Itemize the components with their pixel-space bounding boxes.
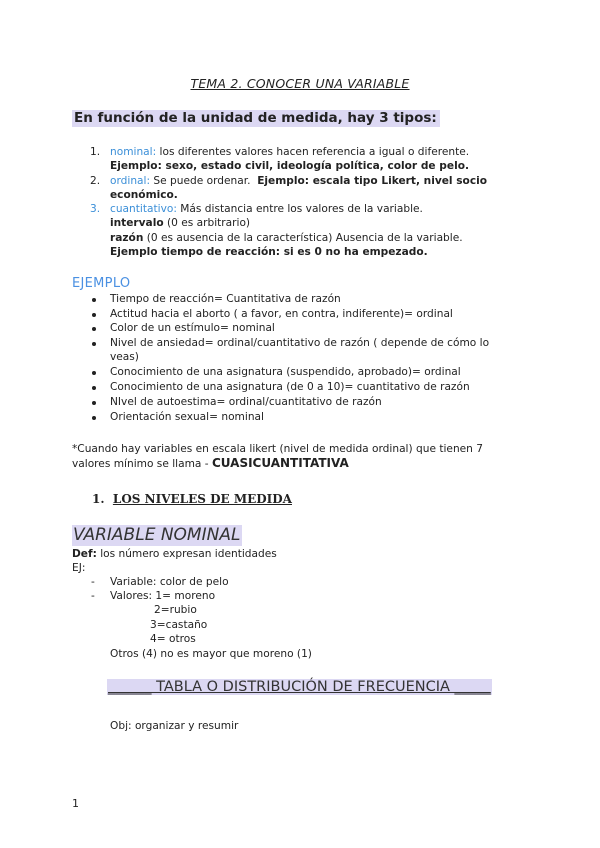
razon-example: Ejemplo tiempo de reacción: si es 0 no ha empezado.: [110, 246, 428, 258]
type-name: nominal:: [110, 146, 157, 158]
note-line-2: [72, 456, 349, 471]
type-example: Ejemplo: sexo, estado civil, ideología política, color de pelo.: [110, 160, 470, 172]
razon-line: [110, 231, 463, 245]
value-item: 3=castaño: [150, 619, 208, 631]
objective-text: Obj: organizar y resumir: [110, 720, 239, 732]
list-item-cont: veas): [110, 351, 139, 363]
list-item: Nivel de ansiedad= ordinal/cuantitativo de razón ( depende de cómo lo: [110, 337, 490, 349]
type-example: Ejemplo: escala tipo Likert, nivel socio: [257, 175, 488, 187]
section-1-heading: [92, 492, 292, 506]
list-number: 1.: [90, 146, 101, 158]
razon-label: razón: [110, 232, 144, 244]
list-item: NIvel de autoestima= ordinal/cuantitativo de razón: [110, 396, 382, 408]
value-item: 4= otros: [150, 633, 196, 645]
variable-nominal-heading: VARIABLE NOMINAL: [73, 525, 241, 545]
bullet-icon: [92, 401, 96, 405]
bullet-icon: [92, 386, 96, 390]
list-item: Tiempo de reacción= Cuantitativa de razón: [110, 293, 341, 305]
type-desc: Más distancia entre los valores de la variable.: [176, 203, 423, 215]
list-item: Valores: 1= moreno: [110, 590, 216, 602]
list-item: Actitud hacia el aborto ( a favor, en contra, indiferente)= ordinal: [110, 308, 453, 320]
def-label: Def:: [72, 548, 97, 560]
section-title: LOS NIVELES DE MEDIDA: [112, 492, 292, 506]
type-ordinal-line: [110, 174, 487, 188]
note-line-1: *Cuando hay variables en escala likert (nivel de medida ordinal) que tienen 7: [72, 443, 483, 455]
bullet-icon: [92, 342, 96, 346]
dash-icon: -: [91, 576, 95, 588]
dash-icon: -: [91, 590, 95, 602]
type-example-cont: económico.: [110, 189, 178, 201]
ej-label: EJ:: [72, 562, 86, 574]
intervalo-line: [110, 216, 250, 230]
type-cuantitativo-line: [110, 202, 423, 216]
list-number: 3.: [90, 203, 101, 215]
bullet-icon: [92, 313, 96, 317]
tabla-heading: ______ TABLA O DISTRIBUCIÓN DE FRECUENCIA _____: [108, 679, 491, 695]
page-number: 1: [72, 797, 79, 810]
bullet-icon: [92, 416, 96, 420]
type-desc: los diferentes valores hacen referencia a igual o diferente.: [156, 146, 470, 158]
list-item: Variable: color de pelo: [110, 576, 229, 588]
type-desc: Se puede ordenar.: [150, 175, 258, 187]
intervalo-text: (0 es arbitrario): [163, 217, 251, 229]
razon-text: (0 es ausencia de la característica) Ausencia de la variable.: [143, 232, 463, 244]
type-name: cuantitativo:: [110, 203, 177, 215]
otros-note: Otros (4) no es mayor que moreno (1): [110, 648, 312, 660]
section-heading: En función de la unidad de medida, hay 3 tipos:: [72, 110, 440, 127]
list-item: Conocimiento de una asignatura (suspendido, aprobado)= ordinal: [110, 366, 461, 378]
list-number: 2.: [90, 175, 101, 187]
list-item: Orientación sexual= nominal: [110, 411, 264, 423]
type-name: ordinal:: [110, 175, 151, 187]
example-heading: EJEMPLO: [72, 276, 131, 291]
bullet-icon: [92, 298, 96, 302]
section-number: 1.: [92, 492, 105, 506]
note-text: valores mínimo se llama -: [72, 458, 212, 470]
note-strong: CUASICUANTITATIVA: [211, 456, 349, 470]
page-title: TEMA 2. CONOCER UNA VARIABLE: [190, 76, 410, 91]
def-text: los número expresan identidades: [96, 548, 277, 560]
value-item: 2=rubio: [154, 604, 197, 616]
definition-line: [72, 547, 277, 561]
type-nominal-line: [110, 145, 469, 159]
bullet-icon: [92, 327, 96, 331]
list-item: Conocimiento de una asignatura (de 0 a 10)= cuantitativo de razón: [110, 381, 470, 393]
list-item: Color de un estímulo= nominal: [110, 322, 275, 334]
intervalo-label: intervalo: [110, 217, 164, 229]
bullet-icon: [92, 371, 96, 375]
